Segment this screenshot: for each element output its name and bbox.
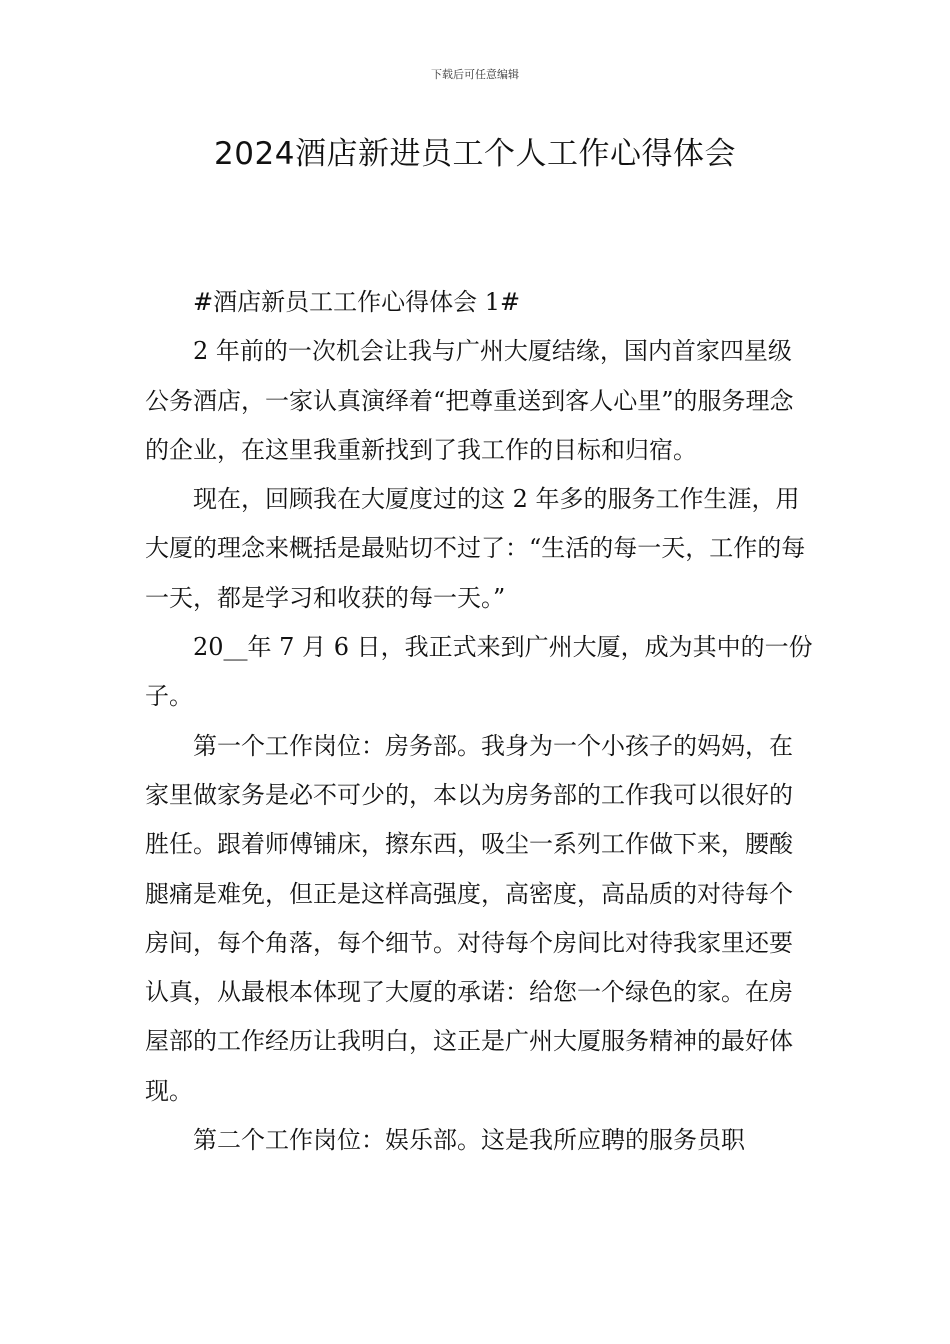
- document-title: 2024酒店新进员工个人工作心得体会: [214, 136, 736, 172]
- document-body: [145, 278, 815, 1165]
- paragraph: 第二个工作岗位：娱乐部。这是我所应聘的服务员职: [193, 1126, 745, 1155]
- paragraph: 2 年前的一次机会让我与广州大厦结缘，国内首家四星级公务酒店，一家认真演绎着“把尊重送到客人心里”的服务理念的企业，在这里我重新找到了我工作的目标和归宿。: [145, 337, 794, 464]
- header-note: 下载后可任意编辑: [431, 68, 519, 81]
- paragraph-heading: #酒店新员工工作心得体会 1#: [193, 288, 521, 316]
- paragraph: 20__年 7 月 6 日，我正式来到广州大厦，成为其中的一份子。: [145, 633, 813, 711]
- paragraph: 第一个工作岗位：房务部。我身为一个小孩子的妈妈，在家里做家务是必不可少的，本以为房务部的工作我可以很好的胜任。跟着师傅铺床，擦东西，吸尘一系列工作做下来，腰酸腿痛是难免，但正是这样高强度，高密度，高品质的对待每个房间，每个角落，每个细节。对待每个房间比对待我家里还要认真，从最根本体现了大厦的承诺：给您一个绿色的家。在房屋部的工作经历让我明白，这正是广州大厦服务精神的最好体现。: [145, 731, 793, 1105]
- paragraph: 现在，回顾我在大厦度过的这 2 年多的服务工作生涯，用大厦的理念来概括是最贴切不过了：“生活的每一天，工作的每一天，都是学习和收获的每一天。”: [145, 485, 806, 612]
